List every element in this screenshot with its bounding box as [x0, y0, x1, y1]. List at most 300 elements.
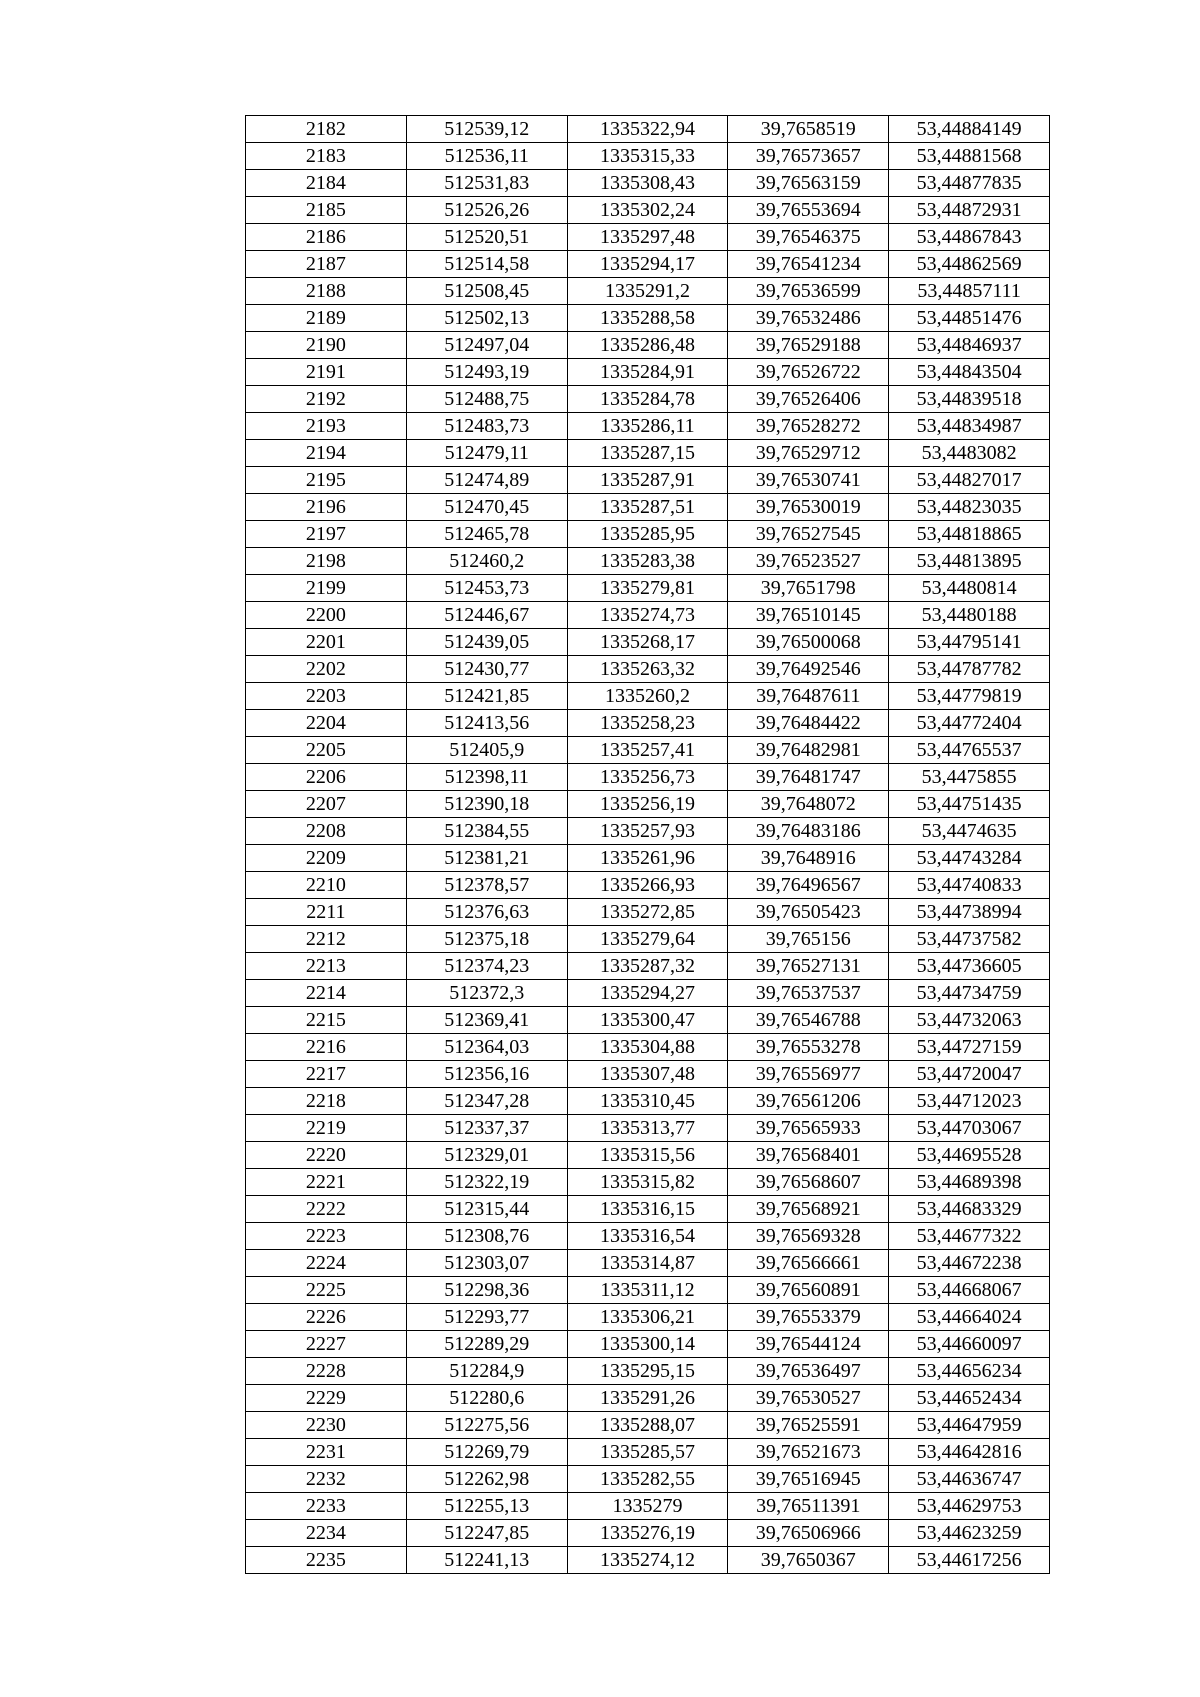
y-coordinate-cell: 1335314,87	[567, 1250, 728, 1277]
x-coordinate-cell: 512329,01	[406, 1142, 567, 1169]
latitude-cell: 53,4474635	[889, 818, 1050, 845]
y-coordinate-cell: 1335315,33	[567, 143, 728, 170]
x-coordinate-cell: 512381,21	[406, 845, 567, 872]
y-coordinate-cell: 1335307,48	[567, 1061, 728, 1088]
y-coordinate-cell: 1335287,15	[567, 440, 728, 467]
latitude-cell: 53,44751435	[889, 791, 1050, 818]
latitude-cell: 53,44677322	[889, 1223, 1050, 1250]
latitude-cell: 53,44877835	[889, 170, 1050, 197]
table-row	[246, 845, 1050, 872]
longitude-cell: 39,76482981	[728, 737, 889, 764]
point-number-cell: 2221	[246, 1169, 407, 1196]
y-coordinate-cell: 1335315,82	[567, 1169, 728, 1196]
table-row	[246, 629, 1050, 656]
latitude-cell: 53,44668067	[889, 1277, 1050, 1304]
x-coordinate-cell: 512241,13	[406, 1547, 567, 1574]
y-coordinate-cell: 1335274,12	[567, 1547, 728, 1574]
point-number-cell: 2218	[246, 1088, 407, 1115]
latitude-cell: 53,44664024	[889, 1304, 1050, 1331]
y-coordinate-cell: 1335263,32	[567, 656, 728, 683]
y-coordinate-cell: 1335313,77	[567, 1115, 728, 1142]
y-coordinate-cell: 1335286,48	[567, 332, 728, 359]
longitude-cell: 39,76553278	[728, 1034, 889, 1061]
y-coordinate-cell: 1335294,17	[567, 251, 728, 278]
point-number-cell: 2208	[246, 818, 407, 845]
point-number-cell: 2185	[246, 197, 407, 224]
latitude-cell: 53,44743284	[889, 845, 1050, 872]
latitude-cell: 53,44683329	[889, 1196, 1050, 1223]
x-coordinate-cell: 512520,51	[406, 224, 567, 251]
latitude-cell: 53,44732063	[889, 1007, 1050, 1034]
x-coordinate-cell: 512439,05	[406, 629, 567, 656]
point-number-cell: 2206	[246, 764, 407, 791]
table-row	[246, 1520, 1050, 1547]
latitude-cell: 53,44629753	[889, 1493, 1050, 1520]
y-coordinate-cell: 1335285,57	[567, 1439, 728, 1466]
table-row	[246, 1250, 1050, 1277]
y-coordinate-cell: 1335279	[567, 1493, 728, 1520]
table-row	[246, 467, 1050, 494]
y-coordinate-cell: 1335302,24	[567, 197, 728, 224]
point-number-cell: 2232	[246, 1466, 407, 1493]
longitude-cell: 39,76568921	[728, 1196, 889, 1223]
point-number-cell: 2223	[246, 1223, 407, 1250]
longitude-cell: 39,76530019	[728, 494, 889, 521]
latitude-cell: 53,4480814	[889, 575, 1050, 602]
x-coordinate-cell: 512322,19	[406, 1169, 567, 1196]
table-row	[246, 899, 1050, 926]
longitude-cell: 39,76516945	[728, 1466, 889, 1493]
x-coordinate-cell: 512337,37	[406, 1115, 567, 1142]
point-number-cell: 2224	[246, 1250, 407, 1277]
point-number-cell: 2184	[246, 170, 407, 197]
x-coordinate-cell: 512526,26	[406, 197, 567, 224]
latitude-cell: 53,44736605	[889, 953, 1050, 980]
point-number-cell: 2193	[246, 413, 407, 440]
y-coordinate-cell: 1335256,73	[567, 764, 728, 791]
point-number-cell: 2190	[246, 332, 407, 359]
longitude-cell: 39,76536497	[728, 1358, 889, 1385]
x-coordinate-cell: 512298,36	[406, 1277, 567, 1304]
y-coordinate-cell: 1335258,23	[567, 710, 728, 737]
latitude-cell: 53,44636747	[889, 1466, 1050, 1493]
longitude-cell: 39,76568401	[728, 1142, 889, 1169]
x-coordinate-cell: 512356,16	[406, 1061, 567, 1088]
latitude-cell: 53,44881568	[889, 143, 1050, 170]
table-row	[246, 386, 1050, 413]
x-coordinate-cell: 512390,18	[406, 791, 567, 818]
table-row	[246, 359, 1050, 386]
point-number-cell: 2233	[246, 1493, 407, 1520]
longitude-cell: 39,76553694	[728, 197, 889, 224]
point-number-cell: 2225	[246, 1277, 407, 1304]
x-coordinate-cell: 512384,55	[406, 818, 567, 845]
table-row	[246, 1466, 1050, 1493]
y-coordinate-cell: 1335261,96	[567, 845, 728, 872]
point-number-cell: 2191	[246, 359, 407, 386]
longitude-cell: 39,76563159	[728, 170, 889, 197]
x-coordinate-cell: 512284,9	[406, 1358, 567, 1385]
table-row	[246, 332, 1050, 359]
point-number-cell: 2212	[246, 926, 407, 953]
table-row	[246, 683, 1050, 710]
x-coordinate-cell: 512372,3	[406, 980, 567, 1007]
longitude-cell: 39,76536599	[728, 278, 889, 305]
point-number-cell: 2216	[246, 1034, 407, 1061]
x-coordinate-cell: 512413,56	[406, 710, 567, 737]
y-coordinate-cell: 1335256,19	[567, 791, 728, 818]
point-number-cell: 2200	[246, 602, 407, 629]
latitude-cell: 53,44823035	[889, 494, 1050, 521]
latitude-cell: 53,44623259	[889, 1520, 1050, 1547]
latitude-cell: 53,44689398	[889, 1169, 1050, 1196]
y-coordinate-cell: 1335294,27	[567, 980, 728, 1007]
longitude-cell: 39,76487611	[728, 683, 889, 710]
table-row	[246, 602, 1050, 629]
point-number-cell: 2202	[246, 656, 407, 683]
latitude-cell: 53,44862569	[889, 251, 1050, 278]
table-row	[246, 1007, 1050, 1034]
table-row	[246, 1115, 1050, 1142]
point-number-cell: 2220	[246, 1142, 407, 1169]
point-number-cell: 2211	[246, 899, 407, 926]
y-coordinate-cell: 1335272,85	[567, 899, 728, 926]
y-coordinate-cell: 1335304,88	[567, 1034, 728, 1061]
latitude-cell: 53,44846937	[889, 332, 1050, 359]
longitude-cell: 39,76573657	[728, 143, 889, 170]
table-row	[246, 1277, 1050, 1304]
y-coordinate-cell: 1335287,51	[567, 494, 728, 521]
longitude-cell: 39,76527545	[728, 521, 889, 548]
longitude-cell: 39,76496567	[728, 872, 889, 899]
y-coordinate-cell: 1335297,48	[567, 224, 728, 251]
y-coordinate-cell: 1335322,94	[567, 116, 728, 143]
x-coordinate-cell: 512269,79	[406, 1439, 567, 1466]
x-coordinate-cell: 512508,45	[406, 278, 567, 305]
latitude-cell: 53,44617256	[889, 1547, 1050, 1574]
point-number-cell: 2188	[246, 278, 407, 305]
table-row	[246, 953, 1050, 980]
x-coordinate-cell: 512376,63	[406, 899, 567, 926]
y-coordinate-cell: 1335291,26	[567, 1385, 728, 1412]
point-number-cell: 2215	[246, 1007, 407, 1034]
y-coordinate-cell: 1335287,32	[567, 953, 728, 980]
table-row	[246, 1412, 1050, 1439]
longitude-cell: 39,7658519	[728, 116, 889, 143]
x-coordinate-cell: 512453,73	[406, 575, 567, 602]
x-coordinate-cell: 512488,75	[406, 386, 567, 413]
latitude-cell: 53,44843504	[889, 359, 1050, 386]
y-coordinate-cell: 1335274,73	[567, 602, 728, 629]
longitude-cell: 39,76521673	[728, 1439, 889, 1466]
table-row	[246, 656, 1050, 683]
y-coordinate-cell: 1335300,47	[567, 1007, 728, 1034]
y-coordinate-cell: 1335279,64	[567, 926, 728, 953]
y-coordinate-cell: 1335285,95	[567, 521, 728, 548]
y-coordinate-cell: 1335279,81	[567, 575, 728, 602]
y-coordinate-cell: 1335287,91	[567, 467, 728, 494]
x-coordinate-cell: 512293,77	[406, 1304, 567, 1331]
point-number-cell: 2194	[246, 440, 407, 467]
y-coordinate-cell: 1335291,2	[567, 278, 728, 305]
longitude-cell: 39,76561206	[728, 1088, 889, 1115]
latitude-cell: 53,4475855	[889, 764, 1050, 791]
latitude-cell: 53,44872931	[889, 197, 1050, 224]
table-row	[246, 521, 1050, 548]
point-number-cell: 2196	[246, 494, 407, 521]
table-row	[246, 224, 1050, 251]
longitude-cell: 39,76523527	[728, 548, 889, 575]
y-coordinate-cell: 1335295,15	[567, 1358, 728, 1385]
latitude-cell: 53,44779819	[889, 683, 1050, 710]
table-row	[246, 1223, 1050, 1250]
x-coordinate-cell: 512308,76	[406, 1223, 567, 1250]
longitude-cell: 39,76568607	[728, 1169, 889, 1196]
table-row	[246, 1169, 1050, 1196]
latitude-cell: 53,44795141	[889, 629, 1050, 656]
longitude-cell: 39,76565933	[728, 1115, 889, 1142]
x-coordinate-cell: 512539,12	[406, 116, 567, 143]
latitude-cell: 53,44839518	[889, 386, 1050, 413]
longitude-cell: 39,76556977	[728, 1061, 889, 1088]
table-row	[246, 791, 1050, 818]
point-number-cell: 2213	[246, 953, 407, 980]
latitude-cell: 53,44867843	[889, 224, 1050, 251]
table-row	[246, 143, 1050, 170]
point-number-cell: 2217	[246, 1061, 407, 1088]
latitude-cell: 53,44652434	[889, 1385, 1050, 1412]
table-row	[246, 278, 1050, 305]
longitude-cell: 39,76481747	[728, 764, 889, 791]
longitude-cell: 39,76527131	[728, 953, 889, 980]
longitude-cell: 39,76546788	[728, 1007, 889, 1034]
latitude-cell: 53,44765537	[889, 737, 1050, 764]
x-coordinate-cell: 512375,18	[406, 926, 567, 953]
point-number-cell: 2219	[246, 1115, 407, 1142]
table-row	[246, 764, 1050, 791]
y-coordinate-cell: 1335286,11	[567, 413, 728, 440]
latitude-cell: 53,44712023	[889, 1088, 1050, 1115]
x-coordinate-cell: 512536,11	[406, 143, 567, 170]
point-number-cell: 2231	[246, 1439, 407, 1466]
x-coordinate-cell: 512378,57	[406, 872, 567, 899]
longitude-cell: 39,76560891	[728, 1277, 889, 1304]
table-row	[246, 548, 1050, 575]
y-coordinate-cell: 1335266,93	[567, 872, 728, 899]
longitude-cell: 39,76553379	[728, 1304, 889, 1331]
table-row	[246, 413, 1050, 440]
x-coordinate-cell: 512446,67	[406, 602, 567, 629]
table-row	[246, 926, 1050, 953]
x-coordinate-cell: 512514,58	[406, 251, 567, 278]
y-coordinate-cell: 1335310,45	[567, 1088, 728, 1115]
x-coordinate-cell: 512405,9	[406, 737, 567, 764]
longitude-cell: 39,7650367	[728, 1547, 889, 1574]
longitude-cell: 39,765156	[728, 926, 889, 953]
longitude-cell: 39,76506966	[728, 1520, 889, 1547]
longitude-cell: 39,7648072	[728, 791, 889, 818]
table-row	[246, 1304, 1050, 1331]
latitude-cell: 53,44834987	[889, 413, 1050, 440]
table-row	[246, 440, 1050, 467]
x-coordinate-cell: 512430,77	[406, 656, 567, 683]
coordinates-table	[245, 115, 1050, 1574]
latitude-cell: 53,44738994	[889, 899, 1050, 926]
point-number-cell: 2227	[246, 1331, 407, 1358]
latitude-cell: 53,44642816	[889, 1439, 1050, 1466]
longitude-cell: 39,76526406	[728, 386, 889, 413]
longitude-cell: 39,76566661	[728, 1250, 889, 1277]
y-coordinate-cell: 1335257,41	[567, 737, 728, 764]
x-coordinate-cell: 512315,44	[406, 1196, 567, 1223]
point-number-cell: 2201	[246, 629, 407, 656]
point-number-cell: 2204	[246, 710, 407, 737]
coordinates-table-body	[246, 116, 1050, 1574]
x-coordinate-cell: 512347,28	[406, 1088, 567, 1115]
y-coordinate-cell: 1335282,55	[567, 1466, 728, 1493]
y-coordinate-cell: 1335311,12	[567, 1277, 728, 1304]
longitude-cell: 39,76530527	[728, 1385, 889, 1412]
table-row	[246, 1358, 1050, 1385]
x-coordinate-cell: 512460,2	[406, 548, 567, 575]
point-number-cell: 2203	[246, 683, 407, 710]
latitude-cell: 53,4483082	[889, 440, 1050, 467]
point-number-cell: 2182	[246, 116, 407, 143]
longitude-cell: 39,76528272	[728, 413, 889, 440]
longitude-cell: 39,76510145	[728, 602, 889, 629]
point-number-cell: 2209	[246, 845, 407, 872]
latitude-cell: 53,44851476	[889, 305, 1050, 332]
table-row	[246, 1196, 1050, 1223]
y-coordinate-cell: 1335283,38	[567, 548, 728, 575]
point-number-cell: 2229	[246, 1385, 407, 1412]
x-coordinate-cell: 512493,19	[406, 359, 567, 386]
y-coordinate-cell: 1335268,17	[567, 629, 728, 656]
x-coordinate-cell: 512280,6	[406, 1385, 567, 1412]
y-coordinate-cell: 1335257,93	[567, 818, 728, 845]
x-coordinate-cell: 512474,89	[406, 467, 567, 494]
x-coordinate-cell: 512364,03	[406, 1034, 567, 1061]
table-row	[246, 1088, 1050, 1115]
longitude-cell: 39,76537537	[728, 980, 889, 1007]
x-coordinate-cell: 512479,11	[406, 440, 567, 467]
point-number-cell: 2226	[246, 1304, 407, 1331]
x-coordinate-cell: 512502,13	[406, 305, 567, 332]
table-row	[246, 1439, 1050, 1466]
table-row	[246, 1142, 1050, 1169]
x-coordinate-cell: 512374,23	[406, 953, 567, 980]
y-coordinate-cell: 1335315,56	[567, 1142, 728, 1169]
point-number-cell: 2207	[246, 791, 407, 818]
longitude-cell: 39,76484422	[728, 710, 889, 737]
x-coordinate-cell: 512421,85	[406, 683, 567, 710]
table-row	[246, 575, 1050, 602]
point-number-cell: 2222	[246, 1196, 407, 1223]
longitude-cell: 39,76530741	[728, 467, 889, 494]
point-number-cell: 2197	[246, 521, 407, 548]
table-row	[246, 710, 1050, 737]
point-number-cell: 2205	[246, 737, 407, 764]
latitude-cell: 53,44647959	[889, 1412, 1050, 1439]
table-row	[246, 737, 1050, 764]
longitude-cell: 39,76492546	[728, 656, 889, 683]
point-number-cell: 2234	[246, 1520, 407, 1547]
latitude-cell: 53,44720047	[889, 1061, 1050, 1088]
table-row	[246, 1547, 1050, 1574]
y-coordinate-cell: 1335284,78	[567, 386, 728, 413]
y-coordinate-cell: 1335276,19	[567, 1520, 728, 1547]
x-coordinate-cell: 512497,04	[406, 332, 567, 359]
table-row	[246, 170, 1050, 197]
table-row	[246, 1061, 1050, 1088]
y-coordinate-cell: 1335308,43	[567, 170, 728, 197]
latitude-cell: 53,44827017	[889, 467, 1050, 494]
latitude-cell: 53,44740833	[889, 872, 1050, 899]
x-coordinate-cell: 512531,83	[406, 170, 567, 197]
point-number-cell: 2235	[246, 1547, 407, 1574]
x-coordinate-cell: 512247,85	[406, 1520, 567, 1547]
longitude-cell: 39,76511391	[728, 1493, 889, 1520]
latitude-cell: 53,44787782	[889, 656, 1050, 683]
longitude-cell: 39,76505423	[728, 899, 889, 926]
point-number-cell: 2195	[246, 467, 407, 494]
latitude-cell: 53,44656234	[889, 1358, 1050, 1385]
table-row	[246, 116, 1050, 143]
longitude-cell: 39,76532486	[728, 305, 889, 332]
point-number-cell: 2198	[246, 548, 407, 575]
x-coordinate-cell: 512262,98	[406, 1466, 567, 1493]
latitude-cell: 53,44818865	[889, 521, 1050, 548]
longitude-cell: 39,76525591	[728, 1412, 889, 1439]
x-coordinate-cell: 512369,41	[406, 1007, 567, 1034]
latitude-cell: 53,44772404	[889, 710, 1050, 737]
latitude-cell: 53,44727159	[889, 1034, 1050, 1061]
latitude-cell: 53,44672238	[889, 1250, 1050, 1277]
table-row	[246, 1331, 1050, 1358]
table-row	[246, 818, 1050, 845]
y-coordinate-cell: 1335316,15	[567, 1196, 728, 1223]
y-coordinate-cell: 1335316,54	[567, 1223, 728, 1250]
table-row	[246, 305, 1050, 332]
y-coordinate-cell: 1335260,2	[567, 683, 728, 710]
x-coordinate-cell: 512303,07	[406, 1250, 567, 1277]
longitude-cell: 39,7651798	[728, 575, 889, 602]
y-coordinate-cell: 1335300,14	[567, 1331, 728, 1358]
longitude-cell: 39,76546375	[728, 224, 889, 251]
table-row	[246, 197, 1050, 224]
point-number-cell: 2192	[246, 386, 407, 413]
table-row	[246, 980, 1050, 1007]
point-number-cell: 2186	[246, 224, 407, 251]
x-coordinate-cell: 512483,73	[406, 413, 567, 440]
latitude-cell: 53,44737582	[889, 926, 1050, 953]
y-coordinate-cell: 1335288,58	[567, 305, 728, 332]
longitude-cell: 39,76544124	[728, 1331, 889, 1358]
latitude-cell: 53,4480188	[889, 602, 1050, 629]
table-row	[246, 872, 1050, 899]
longitude-cell: 39,76526722	[728, 359, 889, 386]
x-coordinate-cell: 512255,13	[406, 1493, 567, 1520]
point-number-cell: 2228	[246, 1358, 407, 1385]
x-coordinate-cell: 512275,56	[406, 1412, 567, 1439]
point-number-cell: 2230	[246, 1412, 407, 1439]
point-number-cell: 2214	[246, 980, 407, 1007]
y-coordinate-cell: 1335288,07	[567, 1412, 728, 1439]
longitude-cell: 39,76500068	[728, 629, 889, 656]
longitude-cell: 39,76529712	[728, 440, 889, 467]
x-coordinate-cell: 512398,11	[406, 764, 567, 791]
point-number-cell: 2183	[246, 143, 407, 170]
